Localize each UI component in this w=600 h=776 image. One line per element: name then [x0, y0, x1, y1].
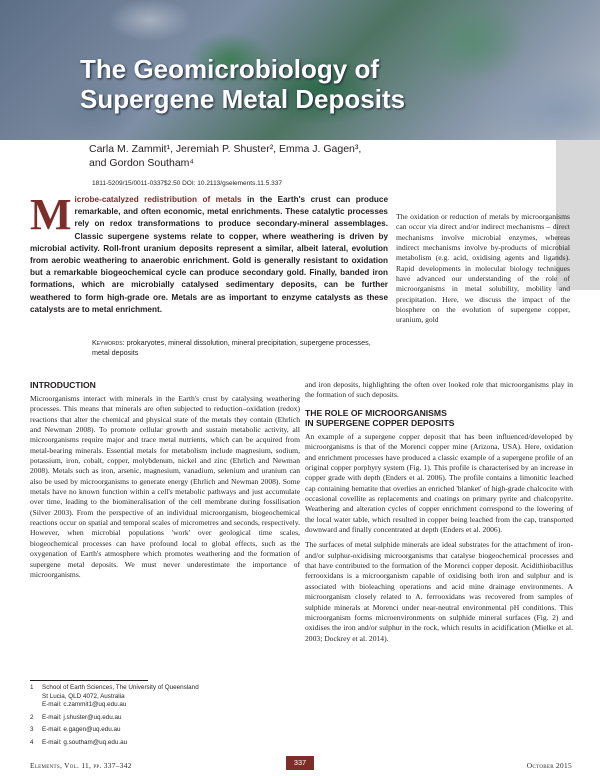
footnote-4 [30, 739, 290, 748]
footnote-number: 3 [30, 726, 34, 734]
footnote-number: 1 [30, 684, 34, 691]
footnote-1-line-1: School of Earth Sciences, The University of Queensland [42, 684, 199, 691]
page-footer [0, 756, 600, 776]
right-column [305, 408, 573, 649]
introduction-heading: INTRODUCTION [30, 380, 96, 390]
footnote-number: 2 [30, 713, 34, 721]
footnote-2 [30, 714, 290, 723]
title-line-2: Supergene Metal Deposits [80, 84, 406, 114]
intro-side-paragraph: The oxidation or reduction of metals by microorganisms can occur via direct and/or indirect mechanisms – direct mechanisms involve microbial enzymes, whereas indirect mechanisms involve by-products of microbial metabolism (e.g. acid, oxidising agents and ligands). Rapid developments in molecular biology techniques have advanced our understanding of the role of microorganisms in metal solubility, mobility and precipitation. Here, we discuss the impact of the biosphere on the evolution of supergene copper, uranium, gold [396, 212, 570, 325]
issue-date: October 2015 [526, 761, 572, 770]
copper-heading-line-2: IN SUPERGENE COPPER DEPOSITS [305, 418, 455, 428]
journal-citation: Elements, Vol. 11, pp. 337–342 [30, 761, 132, 770]
article-title [80, 54, 405, 114]
introduction-paragraph: Microorganisms interact with minerals in the Earth's crust by catalysing weathering processes. This means that minerals are often subjected to reduction–oxidation (redox) reactions that alter the chemical and physical state of the metals they contain (Ehrlich and Newman 2008). To promote cellular growth and sustain metabolic activity, all microorganisms require major and trace metal nutrients, which can be acquired from metal-bearing minerals. Essential metals for metabolism include magnesium, sodium, potassium, iron, cobalt, copper, molybdenum, nickel and zinc (Ehrlich and Newman 2008). Metals such as iron, arsenic, magnesium, vanadium, selenium and uranium can also be used by microorganisms to generate energy (Ehrlich and Newman 2008). Some metals have no known function within a cell's metabolic pathways and just accumulate over time, leading to the biomineralisation of the cell membrane during fossilisation (Silver 2003). From the perspective of an individual microorganism, biogeochemical reactions occur on spatial and temporal scales of micrometres and seconds, respectively. However, when microbial populations 'work' over geological time scales, biogeochemical processes can have profound local to global effects, such as the oxygenation of Earth's atmosphere which promotes weathering and the formation of supergene metal deposits. We must never underestimate the importance of microorganisms. [30, 394, 300, 579]
abstract [30, 190, 389, 316]
doi-line: 1811-5209/15/0011-0337$2.50 DOI: 10.2113/gselements.11.5.337 [92, 180, 282, 187]
copper-heading-line-1: THE ROLE OF MICROORGANISMS [305, 408, 447, 418]
keywords [92, 338, 388, 358]
footnotes [30, 684, 290, 752]
title-line-1: The Geomicrobiology of [80, 54, 380, 84]
intro-side-continuation [305, 380, 573, 401]
cover-image [0, 0, 600, 140]
footnote-number: 4 [30, 738, 34, 746]
footnote-3 [30, 726, 290, 735]
authors-line-1: Carla M. Zammit¹, Jeremiah P. Shuster², Emma J. Gagen³, [89, 143, 362, 155]
intro-side-column [396, 212, 570, 331]
left-column [30, 380, 300, 585]
keywords-text: prokaryotes, mineral dissolution, mineral precipitation, supergene processes, metal deposits [92, 338, 371, 357]
copper-section-heading [305, 408, 573, 428]
footnote-1-line-2: St Lucia, QLD 4072, Australia [42, 692, 125, 700]
footnote-2-email[interactable]: E-mail: j.shuster@uq.edu.au [42, 713, 122, 721]
page-number: 337 [286, 756, 314, 770]
copper-paragraph-2: The surfaces of metal sulphide minerals are ideal substrates for the attachment of iron- and/or sulphur-oxidising microorganisms that catalyse biogeochemical processes and that have contributed to the formation of the Morenci copper deposit. Acidithiobacillus ferrooxidans is a microorganism capable of oxidising both iron and sulphur and is associated with bioleaching operations and acid mine drainage environments. A microorganism closely related to A. ferrooxidans was recovered from samples of sulphide minerals at Morenci under near-neutral environmental pH conditions. This microorganism forms microenvironments on sulphide mineral surfaces (Fig. 2) and oxidises the iron and/or sulphur in the rock, which results in acidification (Mielke et al. 2003; Dockrey et al. 2014). [305, 540, 573, 643]
author-list [89, 142, 519, 170]
footnote-1-email[interactable]: E-mail: c.zammit1@uq.edu.au [42, 701, 127, 709]
footnote-3-email[interactable]: E-mail: e.gagen@uq.edu.au [42, 726, 121, 734]
footnote-4-email[interactable]: E-mail: g.southam@uq.edu.au [42, 738, 128, 746]
footnote-1 [30, 684, 290, 710]
drop-cap: M [30, 190, 72, 239]
footnote-rule [30, 680, 148, 681]
abstract-lead: icrobe-catalyzed redistribution of metals [74, 195, 242, 204]
copper-paragraph-1: An example of a supergene copper deposit that has been influenced/developed by microorganisms is that of the Morenci copper mine (Arizona, USA). Here, oxidation and enrichment processes have produced a classic example of a supergene profile of an original copper porphyry system (Fig. 1). This profile is characterised by an increase in copper grade with depth (Enders et al. 2006). The profile contains a limonitic leached cap containing hematite that overlies an enriched 'blanket' of high-grade chalcocite with occasional covellite as replacements and coatings on primary pyrite and chalcopyrite. Weathering and alteration cycles of copper enrichment correspond to the lowering of the local water table, which resulted in copper being leached from the cap, transported downward and finally concentrated at depth (Enders et al. 2006). [305, 432, 573, 535]
intro-side-continuation-text: and iron deposits, highlighting the often over looked role that microorganisms play in the formation of such deposits. [305, 380, 573, 400]
abstract-text: in the Earth's crust can produce remarkable, and often economic, metal enrichments. These catalytic processes rely on redox transformations to produce secondary-mineral assemblages. Classic supergene systems relate to copper, where weathering is driven by microbial activity. Roll-front uranium deposits represent a similar, albeit lateral, evolution from aerobic weathering to anaerobic enrichment. Gold is generally resistant to oxidation but a remarkable biogeochemical cycle can produce secondary gold. Finally, banded iron formations, which are microbially catalysed sedimentary deposits, can be further weathered to form high-grade ore. Metals are as important to enzyme catalysts as these catalysts are to metal enrichment. [30, 195, 389, 314]
authors-line-2: and Gordon Southam⁴ [89, 157, 194, 169]
keywords-label: Keywords: [92, 338, 125, 347]
